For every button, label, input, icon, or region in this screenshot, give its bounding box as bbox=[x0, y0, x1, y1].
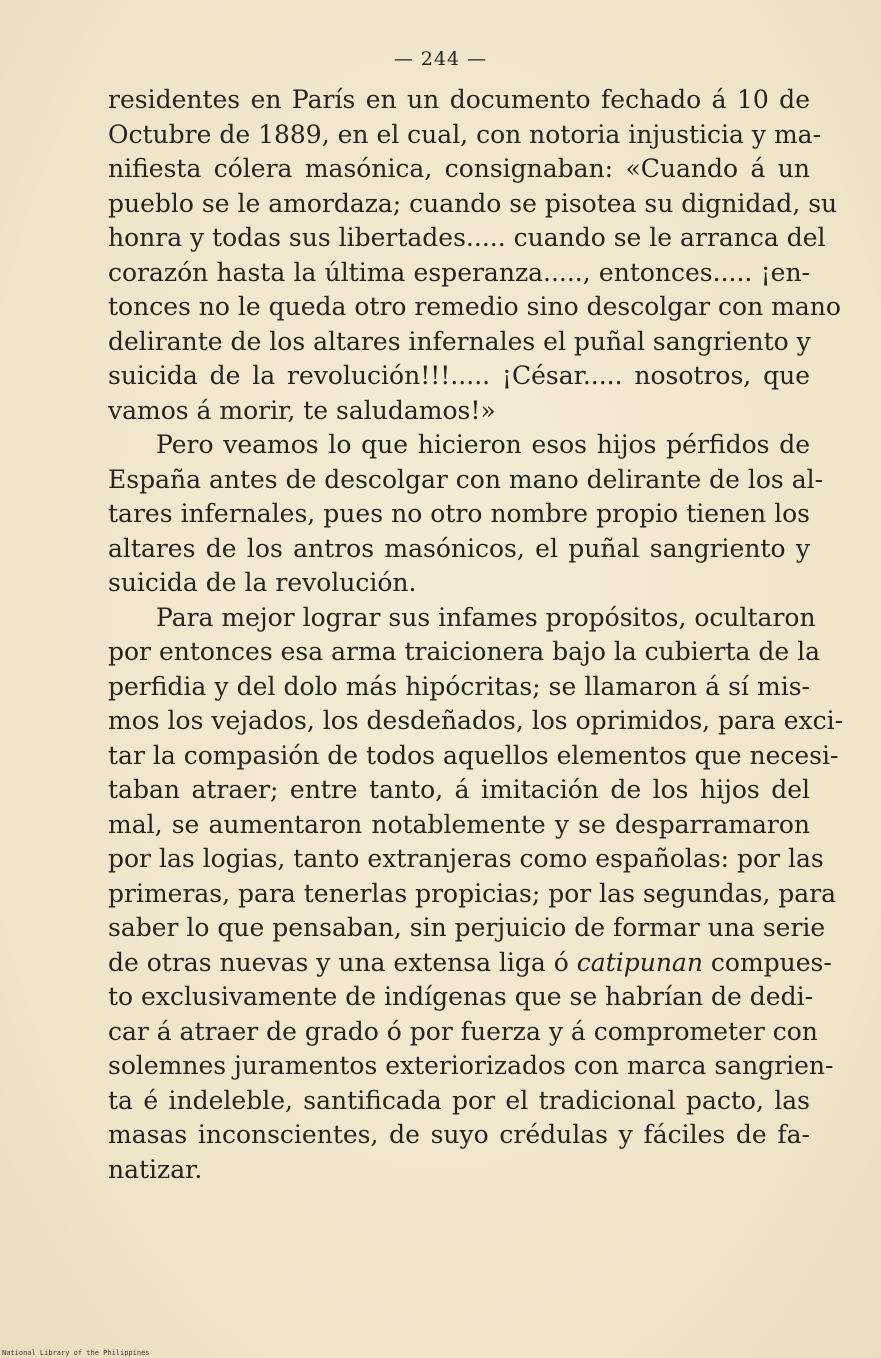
text-line: Octubre de 1889, en el cual, con notoria injusticia y ma- bbox=[108, 119, 822, 149]
text-line: pueblo se le amordaza; cuando se pisotea su dignidad, su bbox=[108, 188, 838, 218]
paragraph-1 bbox=[108, 83, 841, 428]
text-line: mal, se aumentaron notablemente y se desparramaron bbox=[108, 809, 810, 839]
text-line: nifiesta cólera masónica, consignaban: «Cuando á un bbox=[108, 154, 810, 183]
paragraph-2 bbox=[108, 428, 824, 601]
text-line: delirante de los altares infernales el puñal sangriento y bbox=[108, 326, 811, 356]
text-line: por entonces esa arma traicionera bajo la cubierta de la bbox=[108, 637, 821, 666]
text-line: taban atraer; entre tanto, á imitación de los hijos del bbox=[108, 775, 810, 804]
text-line: perfidia y del dolo más hipócritas; se llamaron á sí mis- bbox=[108, 671, 810, 701]
text-line: Pero veamos lo que hicieron esos hijos pérfidos de bbox=[156, 430, 810, 459]
text-line: suicida de la revolución!!!..... ¡César..... nosotros, que bbox=[108, 361, 810, 390]
text-line: masas inconscientes, de suyo crédulas y fáciles de fa- bbox=[108, 1120, 810, 1149]
text-line: por las logias, tanto extranjeras como españolas: por las bbox=[108, 844, 824, 873]
text-line: altares de los antros masónicos, el puñal sangriento y bbox=[108, 533, 810, 563]
text-line: to exclusivamente de indígenas que se habrían de dedi- bbox=[108, 982, 814, 1011]
text-line: tonces no le queda otro remedio sino descolgar con mano bbox=[108, 292, 841, 321]
text-line: car á atraer de grado ó por fuerza y á comprometer con bbox=[108, 1016, 818, 1046]
text-line: corazón hasta la última esperanza....., entonces..... ¡en- bbox=[108, 257, 810, 287]
text-line: natizar. bbox=[108, 1154, 203, 1184]
text-line: España antes de descolgar con mano delirante de los al- bbox=[108, 464, 824, 494]
text-line-with-italic bbox=[108, 946, 832, 981]
text-line: vamos á morir, te saludamos!» bbox=[108, 395, 496, 425]
text-line: saber lo que pensaban, sin perjuicio de formar una serie bbox=[108, 913, 826, 942]
library-footer: National Library of the Philippines bbox=[2, 1349, 150, 1357]
text-line: ta é indeleble, santificada por el tradicional pacto, las bbox=[108, 1085, 810, 1115]
text-line: Para mejor lograr sus infames propósitos, ocultaron bbox=[156, 602, 816, 632]
text-line: suicida de la revolución. bbox=[108, 568, 417, 597]
text-line: tares infernales, pues no otro nombre propio tienen los bbox=[108, 499, 810, 528]
text-segment: de otras nuevas y una extensa liga ó bbox=[108, 947, 569, 977]
text-line: mos los vejados, los desdeñados, los oprimidos, para exci- bbox=[108, 706, 844, 735]
page-number: — 244 — bbox=[393, 48, 488, 70]
text-line: residentes en París en un documento fechado á 10 de bbox=[108, 85, 810, 114]
body-text bbox=[108, 83, 844, 1187]
text-line: tar la compasión de todos aquellos elementos que necesi- bbox=[108, 740, 839, 770]
italic-term: catipunan bbox=[576, 947, 703, 977]
text-line: solemnes juramentos exteriorizados con marca sangrien- bbox=[108, 1051, 834, 1080]
text-line: primeras, para tenerlas propicias; por las segundas, para bbox=[108, 878, 837, 908]
paragraph-3 bbox=[108, 601, 844, 1188]
text-segment: compues- bbox=[702, 947, 832, 977]
text-line: honra y todas sus libertades..... cuando se le arranca del bbox=[108, 223, 826, 252]
